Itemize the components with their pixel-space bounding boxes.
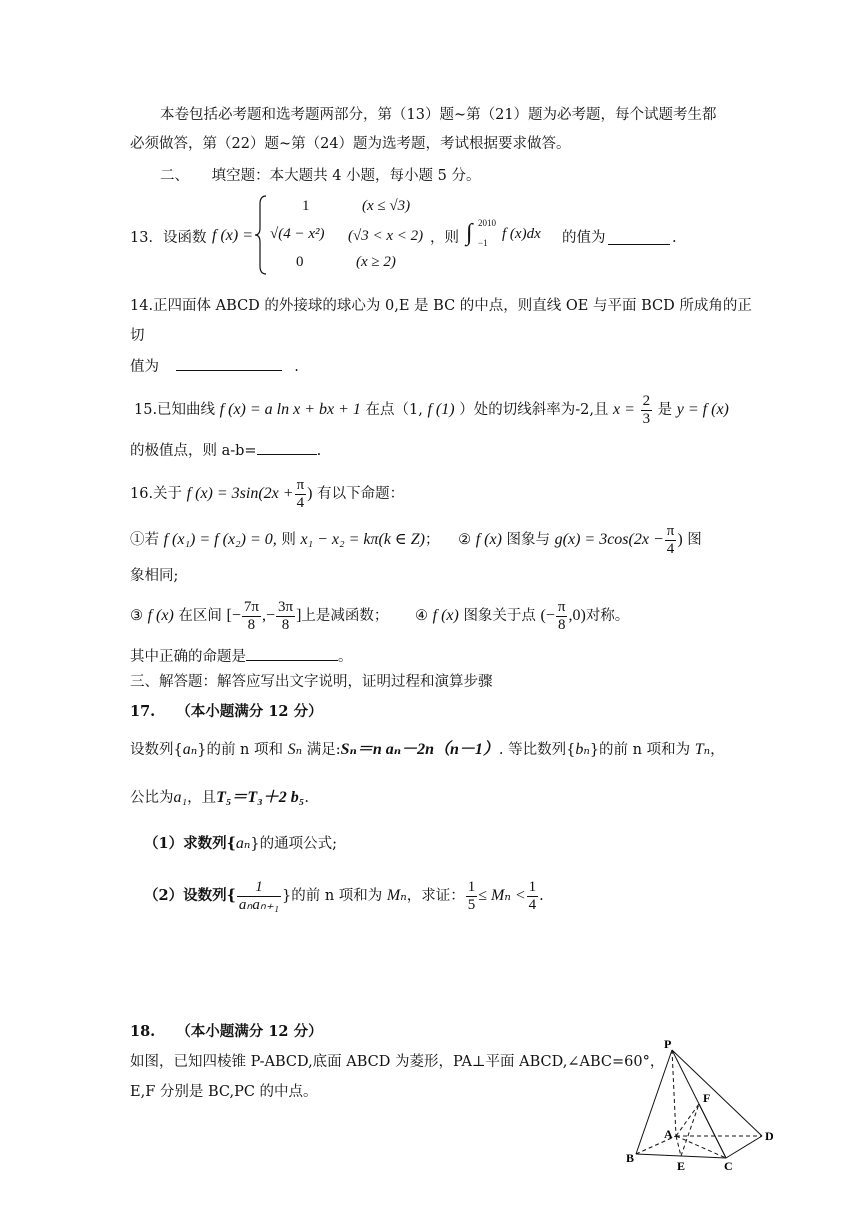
q16-fraction: [295, 477, 307, 512]
q18-line-2: E,F 分别是 BC,PC 的中点。: [130, 1084, 318, 1100]
q16-close-paren: ): [307, 485, 313, 502]
q17-equation-2: T₅＝T₃＋2 b₅: [216, 789, 305, 806]
q13-piece-2-expr: √(4 − x²): [270, 226, 325, 242]
q16-line-1: [130, 474, 404, 514]
figure-label-c: C: [724, 1159, 733, 1173]
figure-label-a: A: [664, 1127, 673, 1141]
q13-piece-2-cond: (√3 < x < 2): [348, 228, 424, 244]
q14-line-1: 14.正四面体 ABCD 的外接球的球心为 0,E 是 BC 的中点，则直线 OE 与平面 BCD 所成角的正: [130, 298, 752, 314]
q13-piece-1-cond: (x ≤ √3): [362, 198, 411, 214]
q17-score: （本小题满分 12 分）: [176, 703, 323, 720]
q13-integrand: f (x)dx: [502, 226, 541, 242]
q17-sn: Sₙ: [287, 741, 303, 758]
q15-is: 是: [657, 402, 673, 418]
q16-p1-condition: f (x₁) = f (x₂) = 0,: [163, 531, 277, 548]
q17-ineq-right-den: 4: [528, 896, 537, 913]
figure-label-f: F: [703, 1091, 711, 1105]
q18-line-1: 如图，已知四棱锥 P-ABCD,底面 ABCD 为菱形，PA⊥平面 ABCD,∠ABC=60°，: [130, 1054, 665, 1070]
q16-p2-g: g(x) = 3cos(2x −: [554, 531, 664, 548]
q17-l2-c: .: [304, 790, 309, 806]
q16-statement: 有以下命题：: [317, 486, 405, 502]
q17-line-1: [130, 740, 725, 760]
q17-l2-b: ，且: [187, 790, 217, 806]
q13-upper-limit: 2010: [478, 218, 496, 228]
q15-answer-blank: [257, 440, 317, 455]
q17-l1-a: 设数列{: [130, 742, 183, 758]
pyramid-figure: [622, 1036, 782, 1176]
q16-p4-fraction-num: π: [557, 598, 566, 615]
q17-ineq-right: [527, 879, 539, 914]
q17-p2-fraction-den: aₙaₙ₊₁: [238, 896, 280, 913]
q13-fx: f (x) =: [212, 227, 253, 244]
q16-proposition-3-4: [130, 596, 629, 636]
figure-label-e: E: [677, 1159, 686, 1173]
q17-p2-d: .: [539, 888, 544, 904]
q15-line-2: [130, 440, 321, 461]
figure-label-p: P: [664, 1037, 672, 1051]
q13-piece-3-cond: (x ≥ 2): [356, 254, 396, 270]
q16-p3-fraction-2: [276, 599, 295, 634]
q17-ineq-left-num: 1: [467, 878, 476, 895]
figure-label-d: D: [765, 1129, 774, 1143]
q13-lower-limit: −1: [478, 238, 488, 248]
q17-part-1: [144, 834, 337, 854]
q17-part-2: [144, 874, 544, 918]
q13-left-brace: [254, 194, 268, 276]
q16-p4-fraction-den: 8: [556, 616, 568, 634]
q15-fraction-num: 2: [642, 392, 651, 409]
q16-p4-f: f (x): [432, 607, 459, 624]
q16-p2-text: 图象与: [506, 532, 551, 548]
q17-mn: Mₙ: [386, 887, 407, 904]
q17-l1-e: }的前 n 项和为: [589, 742, 691, 758]
q15-at-point: 在点（1,: [365, 402, 423, 418]
q16-p1-prefix: ①若: [130, 532, 159, 548]
q16-p4-fraction: [556, 599, 568, 634]
q13-then: ，则: [430, 230, 459, 246]
q17-bn: bₙ: [575, 741, 590, 758]
figure-label-b: B: [626, 1151, 635, 1165]
q17-a1: a₁: [173, 789, 188, 806]
q17-number: 17.: [130, 703, 156, 720]
q17-p1-an: aₙ: [235, 835, 251, 852]
q16-p3-f2-den: 8: [276, 616, 295, 634]
q15-fraction: [641, 393, 653, 428]
q15-x-eq: x =: [613, 401, 635, 418]
q16-p1-result: x₁ − x₂ = kπ(k ∈ Z): [300, 531, 425, 548]
q16-answer-blank: [246, 646, 338, 661]
q16-p4-text: 图象关于点: [463, 608, 536, 624]
q17-l2-a: 公比为: [130, 790, 174, 806]
q17-tn: Tₙ: [694, 741, 711, 758]
q13-piece-1-expr: 1: [302, 198, 310, 214]
q16-p2-f: f (x): [475, 531, 502, 548]
q16-p4-prefix: ④: [415, 608, 429, 624]
q16-p3-tail: 上是减函数；: [301, 608, 389, 624]
q16-p3-mid: ,−: [261, 607, 275, 624]
q17-ineq-right-num: 1: [528, 878, 537, 895]
q15-function: f (x) = a ln x + bx + 1: [219, 401, 361, 418]
q16-p2-fraction: [665, 523, 677, 558]
q17-p2-a: （2）设数列{: [144, 887, 236, 904]
q17-p1-b: }的通项公式;: [250, 836, 338, 852]
q13-integral-sign: ∫: [466, 220, 473, 246]
q15-f1: f (1): [427, 401, 455, 418]
section-2-title: 填空题：本大题共 4 小题，每小题 5 分。: [211, 168, 481, 184]
q16-p3-close: ]: [296, 607, 302, 624]
q16-line-same: 象相同;: [130, 568, 179, 584]
q16-p1-then: 则: [281, 532, 296, 548]
q13-label: 13．设函数: [130, 230, 207, 246]
q17-an: aₙ: [182, 741, 198, 758]
intro-line-2: 必须做答，第（22）题~第（24）题为选考题，考试根据要求做答。: [130, 136, 571, 152]
q17-p2-fraction-num: 1: [255, 878, 263, 895]
q16-p2-tail: 图: [687, 532, 702, 548]
section-2-number: 二、: [160, 168, 189, 184]
q16-fraction-num: π: [296, 476, 305, 493]
q17-l1-b: }的前 n 项和: [197, 742, 284, 758]
q15-end: .: [316, 443, 322, 459]
q16-p4-tail: 对称。: [585, 608, 630, 624]
section-2-heading: [160, 166, 481, 186]
q16-answer-end: 。: [338, 649, 353, 665]
q15-fraction-den: 3: [642, 410, 651, 427]
q16-p2-fraction-num: π: [666, 522, 675, 539]
q17-heading: [130, 702, 323, 722]
intro-line-1: 本卷包括必考题和选考题两部分，第（13）题~第（21）题为必考题，每个试题考生都: [160, 107, 717, 123]
q14-line-2: 切: [130, 328, 145, 344]
q17-p2-fraction: [237, 879, 281, 914]
q16-p2-close: ): [677, 531, 683, 548]
q17-l1-c: 满足:: [306, 742, 341, 758]
q17-ineq-mid: ≤ Mₙ <: [478, 887, 526, 904]
q16-function: f (x) = 3sin(2x +: [186, 485, 294, 502]
q16-proposition-1-2: [130, 520, 702, 560]
q16-p2-prefix: ②: [458, 532, 472, 548]
q17-equation: Sₙ＝n aₙ－2n（n－1）: [340, 741, 499, 758]
q16-fraction-den: 4: [295, 494, 307, 512]
q17-p1-a: （1）求数列{: [144, 835, 236, 852]
q16-p3-f2-num: 3π: [278, 598, 294, 615]
q16-p3-f: f (x): [147, 607, 174, 624]
q13-piece-3-expr: 0: [296, 254, 304, 270]
q16-p1-end: ；: [425, 532, 440, 548]
q15-slope-text: ）处的切线斜率为-2,且: [459, 402, 609, 418]
q16-answer-label: 其中正确的命题是: [130, 649, 246, 665]
q17-p2-c: ，求证：: [406, 888, 465, 904]
question-13: [130, 192, 730, 278]
q13-answer-blank: [608, 230, 670, 245]
section-3-heading: 三、解答题：解答应写出文字说明，证明过程和演算步骤: [130, 674, 493, 690]
q18-number: 18.: [130, 1023, 156, 1040]
q16-p3-f1-num: 7π: [243, 598, 259, 615]
q17-p2-b: }的前 n 项和为: [282, 888, 383, 904]
q18-heading: [130, 1022, 323, 1042]
q14-prefix: 值为: [130, 359, 159, 375]
q16-p4-close: ,0): [568, 607, 586, 624]
q16-p4-open: (−: [540, 607, 555, 624]
q16-prefix: 16.关于: [130, 486, 183, 502]
q18-score: （本小题满分 12 分）: [176, 1023, 323, 1040]
q14-answer-blank: [176, 356, 282, 371]
q13-end: .: [672, 230, 677, 246]
q14-line-3: [130, 356, 299, 377]
q17-line-2: [130, 788, 309, 808]
q15-y-eq: y = f (x): [676, 401, 729, 418]
q16-p3-open: [−: [226, 607, 241, 624]
q16-p3-f1-den: 8: [242, 616, 261, 634]
q13-tail: 的值为: [562, 230, 606, 246]
q16-p3-prefix: ③: [130, 608, 143, 624]
q16-p2-fraction-den: 4: [665, 540, 677, 558]
q15-line-1: [134, 390, 729, 430]
q17-ineq-left-den: 5: [467, 896, 476, 913]
q17-l1-f: ，: [710, 742, 725, 758]
q17-l1-d: . 等比数列{: [498, 742, 576, 758]
q14-end: .: [294, 359, 299, 375]
q16-answer-line: [130, 646, 353, 667]
q16-p3-text: 在区间: [178, 608, 222, 624]
q15-extreme-text: 的极值点，则 a-b=: [130, 443, 257, 459]
q16-p3-fraction-1: [242, 599, 261, 634]
q15-prefix: 15.已知曲线: [134, 402, 216, 418]
q17-ineq-left: [466, 879, 478, 914]
